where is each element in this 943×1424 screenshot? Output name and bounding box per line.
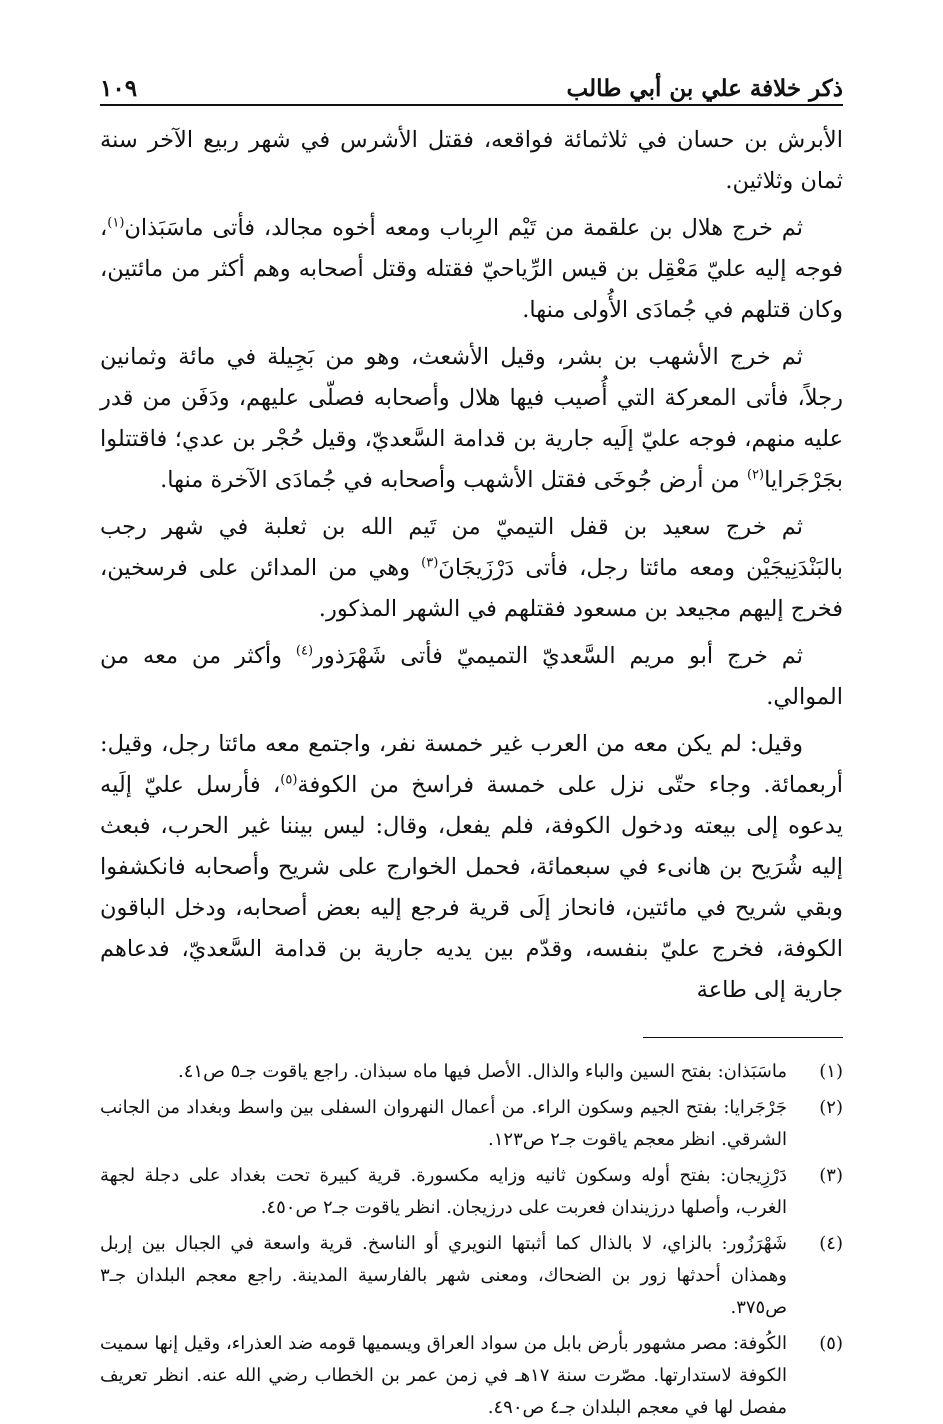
header-rule (100, 104, 843, 106)
paragraph: وقيل: لم يكن معه من العرب غير خمسة نفر، واجتمع معه مائتا رجل، وقيل: أربعمائة. وجاء حتّى نزل على خمسة فراسخ من الكوفة$^{(٥)}$، فأرسل عليّ إلَيه يدعوه إلى بيعته ودخول الكوفة، فلم يفعل، وقال: ليس بيننا غير الحرب، فبعث إليه شُرَيح بن هانىء في سبعمائة، فحمل الخوارج على شريح وأصحابه فانكشفوا وبقي شريح في مائتين، فانحاز إلَى قرية فرجع إليه بعض أصحابه، ودخل الباقون الكوفة، فخرج عليّ بنفسه، وقدّم بين يديه جارية بن قدامة السَّعديّ، فدعاهم جارية إلى طاعة (100, 731, 843, 1003)
main-text (100, 120, 843, 1011)
footnote-text: دَرْزِيجان: بفتح أوله وسكون ثانيه وزايه مكسورة. قرية كبيرة تحت بغداد على دجلة لجهة الغرب، وأصلها درزيندان فعربت على درزيجان. انظر ياقوت جـ٢ ص٤٥٠. (100, 1165, 787, 1218)
footnote-ref: (١) (107, 215, 125, 231)
footnote-text: الكُوفة: مصر مشهور بأرض بابل من سواد العراق ويسميها قومه ضد العذراء، وقيل إنها سميت الكوفة لاستدارتها. مصّرت سنة ١٧هـ في زمن عمر بن الخطاب رضي الله عنه. انظر تعريف مفصل لها في معجم البلدان جـ٤ ص٤٩٠. (100, 1333, 788, 1418)
footnote (100, 1328, 843, 1424)
footnote-number: (٥) (819, 1333, 843, 1354)
footnote-text: شَهْرَزُور: بالزاي، لا بالذال كما أثبتها النويري أو الناسخ. قرية واسعة في الجبال بين إربل وهمذان أحدثها زور بن الضحاك، ومعنى شهر بالفارسية المدينة. راجع معجم البلدان جـ٣ ص٣٧٥. (100, 1233, 787, 1318)
footnote (100, 1228, 843, 1324)
footnote-number: (٢) (819, 1097, 843, 1118)
footnote (100, 1056, 843, 1088)
footnote-text: جَرْجَرايا: بفتح الجيم وسكون الراء. من أعمال النهروان السفلى بين واسط وبغداد من الجانب الشرقي. انظر معجم ياقوت جـ٢ ص١٢٣. (100, 1097, 787, 1150)
footnote-text: ماسَبَذان: بفتح السين والباء والذال. الأصل فيها ماه سبذان. راجع ياقوت جـ٥ ص٤١. (178, 1061, 787, 1082)
footnote-ref: (٥) (280, 772, 298, 788)
footnote-number: (٤) (819, 1233, 843, 1254)
paragraph: ثم خرج أبو مريم السَّعديّ التميميّ فأتى شَهْرَذور$^{(٤)}$ وأكثر من معه من الموالي. (100, 643, 843, 710)
paragraph: ثم خرج الأشهب بن بشر، وقيل الأشعث، وهو من بَجِيلة في مائة وثمانين رجلاً، فأتى المعركة التي أُصيب فيها هلال وأصحابه فصلّى عليهم، ودَفَن من قدر عليه منهم، فوجه عليّ إلَيه جارية بن قدامة السَّعديّ، وقيل حُجْر بن عدي؛ فاقتتلوا بجَرْجَرايا$^{(٢)}$ من أرض جُوخَى فقتل الأشهب وأصحابه في جُمادَى الآخرة منها. (100, 344, 843, 493)
footnote-ref: (٤) (295, 643, 314, 659)
paragraph: ثم خرج هلال بن علقمة من تَيْم الرِباب ومعه أخوه مجالد، فأتى ماسَبَذان$^{(١)}$، فوجه إليه عليّ مَعْقِل بن قيس الرِّياحيّ فقتله وقتل أصحابه وهم أكثر من مائتين، وكان قتلهم في جُمادَى الأُولى منها. (100, 215, 843, 323)
footnote (100, 1092, 843, 1156)
footnote-ref: (٢) (746, 467, 765, 483)
running-header (100, 60, 843, 102)
footnote (100, 1160, 843, 1224)
footnote-number: (١) (819, 1061, 843, 1082)
page-number: ١٠٩ (100, 75, 138, 102)
chapter-title: ذكر خلافة علي بن أبي طالب (566, 75, 843, 102)
paragraph: الأبرش بن حسان في ثلاثمائة فواقعه، فقتل الأشرس في شهر ربيع الآخر سنة ثمان وثلاثين. (100, 127, 843, 194)
footnotes (100, 1056, 843, 1424)
paragraph: ثم خرج سعيد بن قفل التيميّ من تَيم الله بن ثعلبة في شهر رجب بالبَنْدَنِيجَيْن ومعه مائتا رجل، فأتى دَرْزَيجَانَ$^{(٣)}$ وهي من المدائن على فرسخين، فخرج إليهم مجيعد بن مسعود فقتلهم في الشهر المذكور. (100, 514, 843, 622)
footnote-ref: (٣) (421, 555, 439, 571)
footnote-separator (643, 1037, 843, 1038)
footnote-number: (٣) (819, 1165, 843, 1186)
